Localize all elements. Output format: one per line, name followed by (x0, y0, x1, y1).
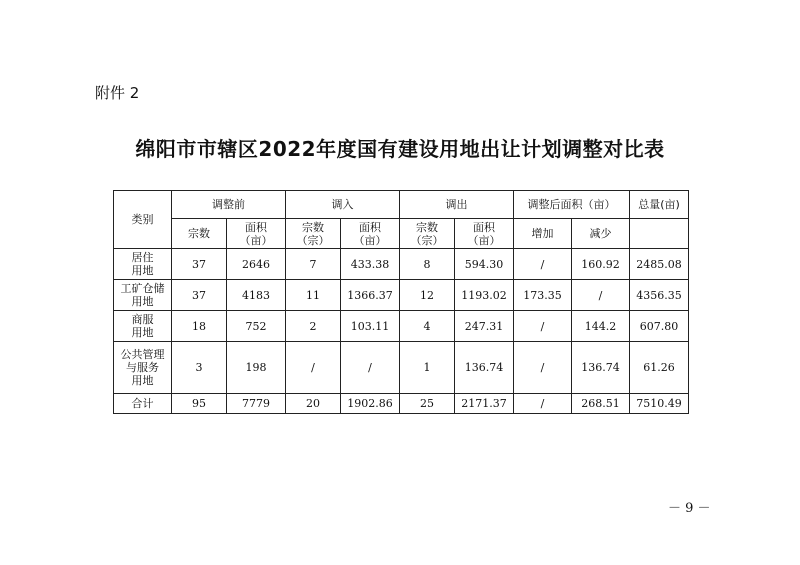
cell-before-area: 7779 (227, 394, 286, 414)
cell-before-area: 198 (227, 342, 286, 394)
header-decrease: 减少 (572, 219, 630, 249)
table-row (114, 249, 689, 280)
table-row (114, 280, 689, 311)
cell-in-count: 11 (286, 280, 341, 311)
cell-before-area: 752 (227, 311, 286, 342)
row-category: 工矿仓储 用地 (114, 280, 172, 311)
cell-increase: / (514, 394, 572, 414)
table-row-total (114, 394, 689, 414)
row-category: 居住 用地 (114, 249, 172, 280)
cell-in-area: 1366.37 (341, 280, 400, 311)
row-category: 公共管理 与服务 用地 (114, 342, 172, 394)
cell-in-area: 1902.86 (341, 394, 400, 414)
cell-decrease: 160.92 (572, 249, 630, 280)
header-transfer-out: 调出 (400, 191, 514, 219)
cell-before-count: 3 (172, 342, 227, 394)
cell-in-count: 20 (286, 394, 341, 414)
header-transfer-in: 调入 (286, 191, 400, 219)
cell-decrease: 136.74 (572, 342, 630, 394)
cell-in-count: / (286, 342, 341, 394)
cell-out-count: 8 (400, 249, 455, 280)
cell-increase: / (514, 249, 572, 280)
header-before-adjust: 调整前 (172, 191, 286, 219)
cell-decrease: / (572, 280, 630, 311)
page-number: － 9 － (668, 501, 711, 516)
header-area-after: 调整后面积（亩） (514, 191, 630, 219)
document-title: 绵阳市市辖区2022年度国有建设用地出让计划调整对比表 (135, 137, 665, 161)
cell-out-area: 1193.02 (455, 280, 514, 311)
cell-in-count: 7 (286, 249, 341, 280)
cell-decrease: 144.2 (572, 311, 630, 342)
cell-total: 4356.35 (630, 280, 689, 311)
cell-increase: 173.35 (514, 280, 572, 311)
cell-out-count: 12 (400, 280, 455, 311)
header-in-area: 面积 （亩） (341, 219, 400, 249)
cell-out-area: 594.30 (455, 249, 514, 280)
cell-before-count: 37 (172, 280, 227, 311)
cell-before-area: 4183 (227, 280, 286, 311)
cell-total: 7510.49 (630, 394, 689, 414)
table-row (114, 342, 689, 394)
cell-decrease: 268.51 (572, 394, 630, 414)
header-total: 总量(亩) (630, 191, 689, 219)
attachment-label: 附件 2 (95, 84, 140, 102)
header-total-blank (630, 219, 689, 249)
cell-out-area: 136.74 (455, 342, 514, 394)
cell-in-area: 103.11 (341, 311, 400, 342)
header-row-1 (114, 191, 689, 219)
cell-increase: / (514, 311, 572, 342)
cell-before-count: 18 (172, 311, 227, 342)
header-before-count: 宗数 (172, 219, 227, 249)
header-in-count: 宗数 （宗） (286, 219, 341, 249)
cell-in-area: 433.38 (341, 249, 400, 280)
cell-out-area: 247.31 (455, 311, 514, 342)
table-row (114, 311, 689, 342)
header-out-area: 面积 （亩） (455, 219, 514, 249)
cell-total: 2485.08 (630, 249, 689, 280)
cell-total: 61.26 (630, 342, 689, 394)
cell-before-count: 37 (172, 249, 227, 280)
row-category: 商服 用地 (114, 311, 172, 342)
header-category: 类别 (114, 191, 172, 249)
comparison-table (113, 190, 689, 414)
header-before-area: 面积 （亩） (227, 219, 286, 249)
cell-before-area: 2646 (227, 249, 286, 280)
cell-increase: / (514, 342, 572, 394)
header-increase: 增加 (514, 219, 572, 249)
cell-total: 607.80 (630, 311, 689, 342)
cell-out-area: 2171.37 (455, 394, 514, 414)
cell-before-count: 95 (172, 394, 227, 414)
cell-out-count: 4 (400, 311, 455, 342)
cell-out-count: 1 (400, 342, 455, 394)
cell-in-count: 2 (286, 311, 341, 342)
cell-in-area: / (341, 342, 400, 394)
cell-out-count: 25 (400, 394, 455, 414)
row-category: 合计 (114, 394, 172, 414)
header-row-2 (114, 219, 689, 249)
header-out-count: 宗数 （宗） (400, 219, 455, 249)
